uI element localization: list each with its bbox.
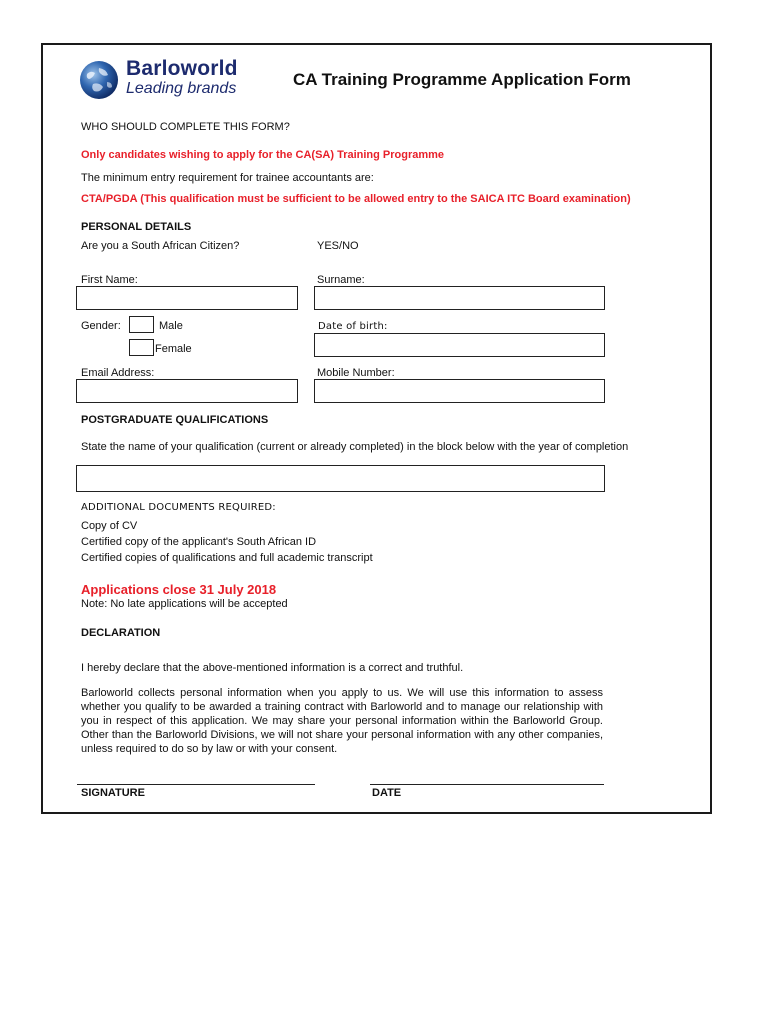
male-checkbox[interactable] xyxy=(129,316,154,333)
declaration-heading: DECLARATION xyxy=(81,627,161,639)
brand-name: Barloworld xyxy=(126,57,238,80)
gender-label: Gender: xyxy=(81,320,121,332)
postgrad-heading: POSTGRADUATE QUALIFICATIONS xyxy=(81,414,269,426)
privacy-paragraph: Barloworld collects personal information when you apply to us. We will use this information to assess whether you qualify to be awarded a training contract with Barloworld and to manage our relationship with you in respect of this application. We may share your personal information within the Barloworld Group. Other than the Barloworld Divisions, we will not share your personal information with any other companies, unless required to do so by law or with your consent. xyxy=(81,687,603,755)
citizen-question: Are you a South African Citizen? xyxy=(81,240,240,252)
deadline-text: Applications close 31 July 2018 xyxy=(81,582,277,597)
signature-line[interactable] xyxy=(77,784,315,785)
citizen-options: YES/NO xyxy=(317,240,359,252)
signature-label: SIGNATURE xyxy=(81,787,145,799)
qualification-field[interactable] xyxy=(76,465,605,492)
surname-label: Surname: xyxy=(317,274,365,286)
mobile-label: Mobile Number: xyxy=(317,367,395,379)
globe-icon xyxy=(79,60,119,100)
document-item: Certified copy of the applicant's South African ID xyxy=(81,536,317,548)
document-item: Certified copies of qualifications and full academic transcript xyxy=(81,552,373,564)
male-label: Male xyxy=(159,320,183,332)
form-title: CA Training Programme Application Form xyxy=(293,70,631,89)
first-name-field[interactable] xyxy=(76,286,298,310)
barloworld-logo xyxy=(79,59,269,105)
document-item: Copy of CV xyxy=(81,520,138,532)
who-heading: WHO SHOULD COMPLETE THIS FORM? xyxy=(81,121,290,133)
brand-tagline: Leading brands xyxy=(126,80,237,97)
cta-pgda-text: CTA/PGDA (This qualification must be sufficient to be allowed entry to the SAICA ITC Board examination) xyxy=(81,193,631,205)
email-label: Email Address: xyxy=(81,367,155,379)
email-field[interactable] xyxy=(76,379,298,403)
dob-field[interactable] xyxy=(314,333,605,357)
min-requirement-text: The minimum entry requirement for trainee accountants are: xyxy=(81,172,374,184)
first-name-label: First Name: xyxy=(81,274,138,286)
personal-details-heading: PERSONAL DETAILS xyxy=(81,221,192,233)
declaration-statement: I hereby declare that the above-mentioned information is a correct and truthful. xyxy=(81,662,464,674)
date-label: DATE xyxy=(372,787,402,799)
surname-field[interactable] xyxy=(314,286,605,310)
postgrad-instruction: State the name of your qualification (current or already completed) in the block below with the year of completion xyxy=(81,441,629,453)
late-note: Note: No late applications will be accepted xyxy=(81,598,288,610)
dob-label: Date of birth: xyxy=(318,321,388,332)
female-checkbox[interactable] xyxy=(129,339,154,356)
documents-heading: ADDITIONAL DOCUMENTS REQUIRED: xyxy=(81,502,276,513)
female-label: Female xyxy=(155,343,192,355)
mobile-field[interactable] xyxy=(314,379,605,403)
date-line[interactable] xyxy=(370,784,604,785)
only-candidates-text: Only candidates wishing to apply for the CA(SA) Training Programme xyxy=(81,149,445,161)
